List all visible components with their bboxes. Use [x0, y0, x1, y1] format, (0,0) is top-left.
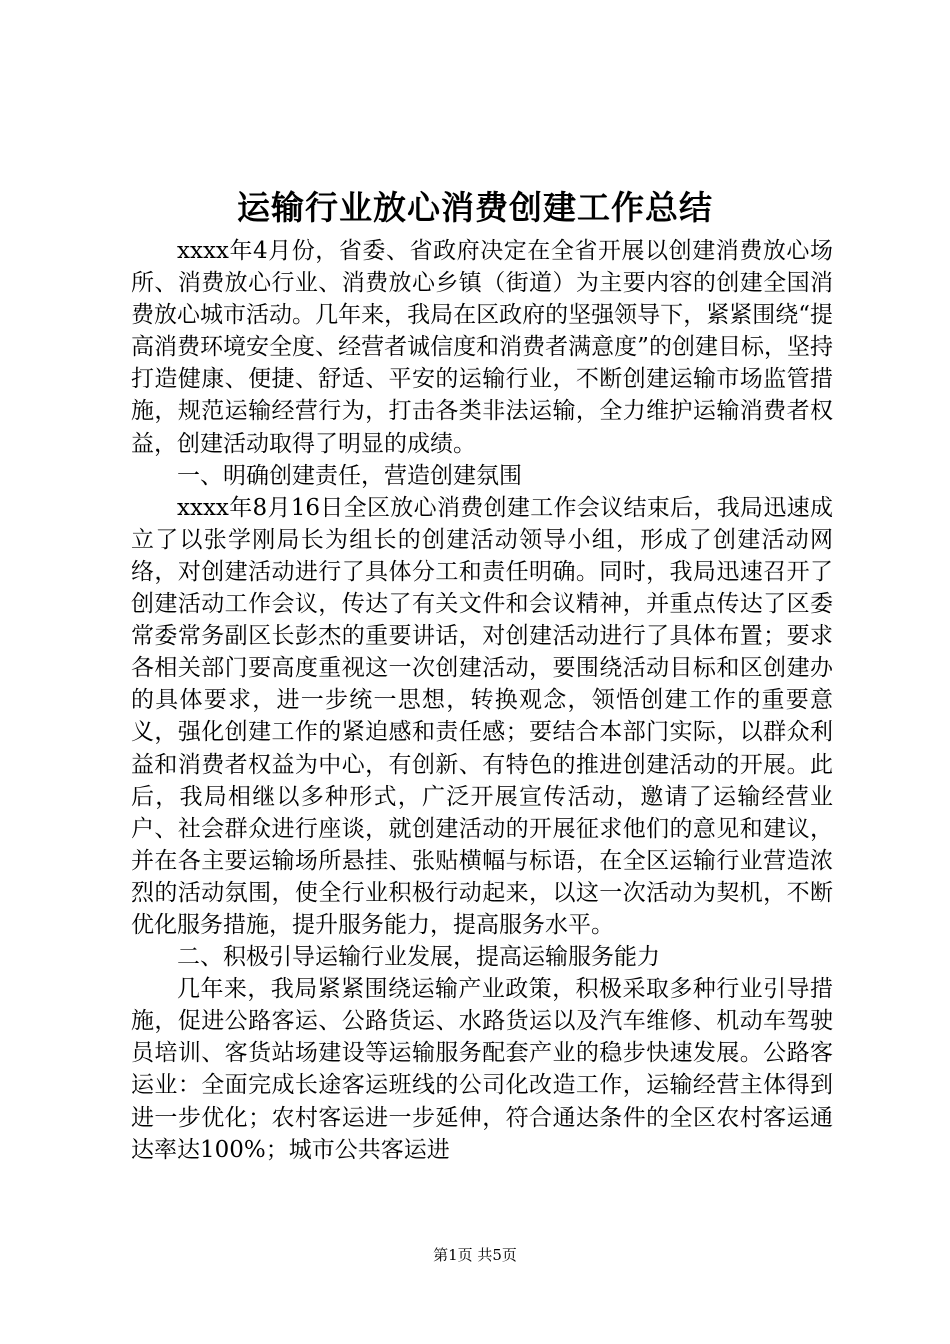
page-number-footer: 第1页 共5页: [433, 1246, 517, 1264]
document-body: [131, 235, 833, 1166]
paragraph-section-2: 几年来，我局紧紧围绕运输产业政策，积极采取多种行业引导措施，促进公路客运、公路货运、水路货运以及汽车维修、机动车驾驶员培训、客货站场建设等运输服务配套产业的稳步快速发展。公路客运业：全面完成长途客运班线的公司化改造工作，运输经营主体得到进一步优化；农村客运进一步延伸，符合通达条件的全区农村客运通达率达100%；城市公共客运进: [131, 976, 833, 1163]
section-heading-2: 二、积极引导运输行业发展，提高运输服务能力: [177, 944, 660, 971]
paragraph-intro: xxxx年4月份，省委、省政府决定在全省开展以创建消费放心场所、消费放心行业、消费放心乡镇（街道）为主要内容的创建全国消费放心城市活动。几年来，我局在区政府的坚强领导下，紧紧围绕“提高消费环境安全度、经营者诚信度和消费者满意度”的创建目标，坚持打造健康、便捷、舒适、平安的运输行业，不断创建运输市场监管措施，规范运输经营行为，打击各类非法运输，全力维护运输消费者权益，创建活动取得了明显的成绩。: [131, 238, 833, 457]
paragraph-section-1: xxxx年8月16日全区放心消费创建工作会议结束后，我局迅速成立了以张学刚局长为组长的创建活动领导小组，形成了创建活动网络，对创建活动进行了具体分工和责任明确。同时，我局迅速召开了创建活动工作会议，传达了有关文件和会议精神，并重点传达了区委常委常务副区长彭杰的重要讲话，对创建活动进行了具体布置；要求各相关部门要高度重视这一次创建活动，要围绕活动目标和区创建办的具体要求，进一步统一思想，转换观念，领悟创建工作的重要意义，强化创建工作的紧迫感和责任感；要结合本部门实际，以群众利益和消费者权益为中心，有创新、有特色的推进创建活动的开展。此后，我局相继以多种形式，广泛开展宣传活动，邀请了运输经营业户、社会群众进行座谈，就创建活动的开展征求他们的意见和建议，并在各主要运输场所悬挂、张贴横幅与标语，在全区运输行业营造浓烈的活动氛围，使全行业积极行动起来，以这一次活动为契机，不断优化服务措施，提升服务能力，提高服务水平。: [131, 494, 833, 938]
section-heading-1: 一、明确创建责任，营造创建氛围: [177, 462, 522, 489]
document-title: 运输行业放心消费创建工作总结: [237, 188, 713, 227]
